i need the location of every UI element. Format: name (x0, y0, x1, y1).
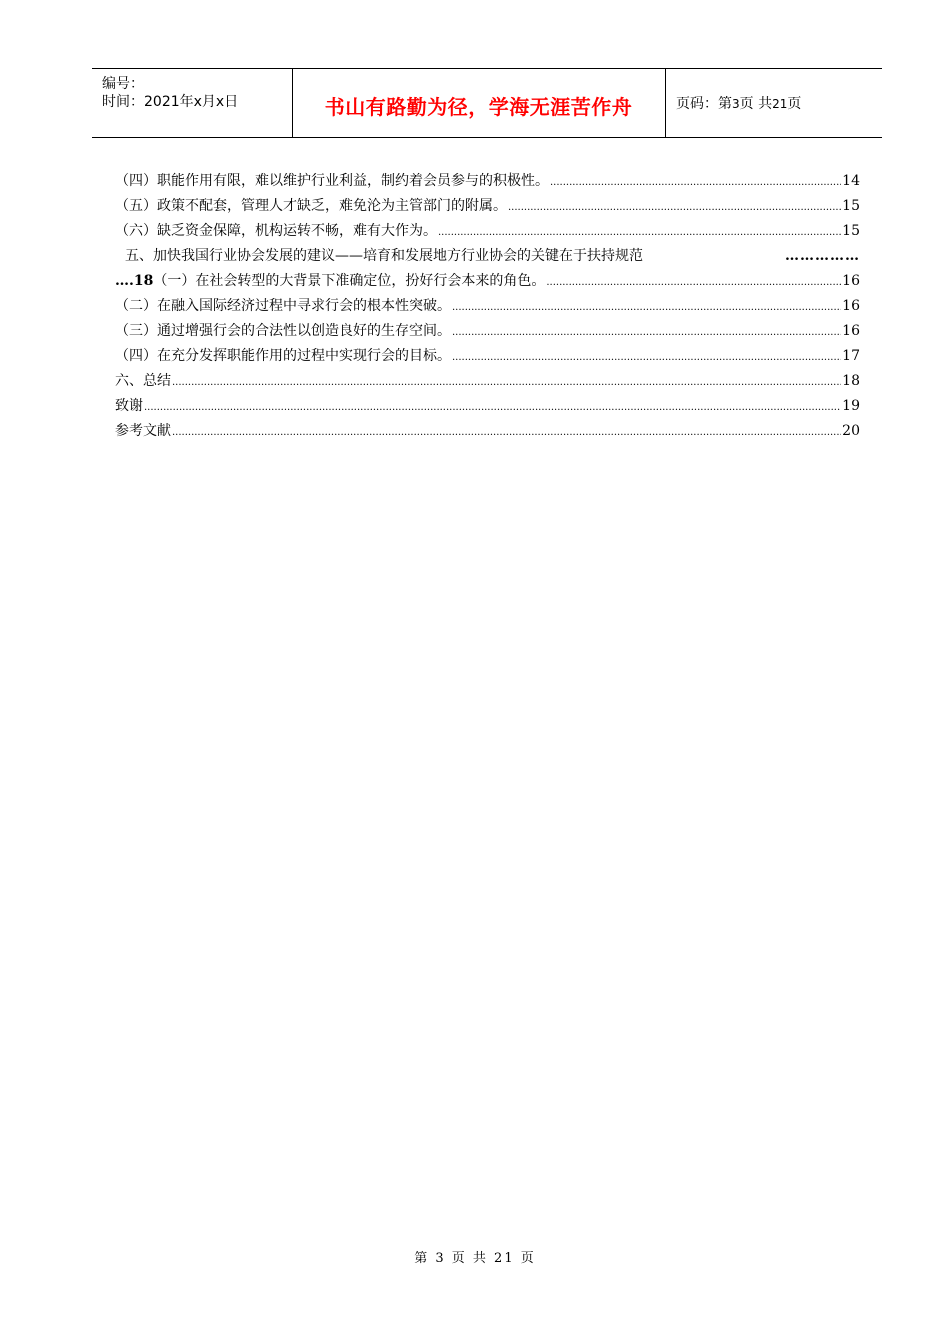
toc-entry[interactable] (115, 395, 860, 420)
toc-leader-dots (172, 422, 841, 444)
toc-entry-title: （五）政策不配套，管理人才缺乏，难免沦为主管部门的附属。 (115, 198, 507, 214)
toc-leader-dots (438, 222, 841, 244)
toc-entry-wrapped-line1[interactable] (115, 245, 860, 270)
toc-entry-title: （四）职能作用有限，难以维护行业利益，制约着会员参与的积极性。 (115, 173, 549, 189)
toc-leader-dots (172, 372, 841, 394)
toc-leader-dots (550, 172, 841, 194)
toc-entry[interactable] (115, 295, 860, 320)
toc-entry[interactable] (115, 345, 860, 370)
toc-entry[interactable] (115, 420, 860, 445)
toc-entry-title: 参考文献 (115, 423, 171, 439)
toc-entry-page: 20 (842, 423, 860, 439)
page-total: 21 (772, 97, 788, 111)
toc-leader-dots (452, 297, 841, 319)
toc-leader-dots: …………… (785, 248, 860, 264)
toc-entry-page: 15 (842, 223, 860, 239)
toc-entry-page: 17 (842, 348, 860, 364)
page-mid: 页 共 (739, 96, 773, 112)
header-page-indicator (676, 93, 801, 113)
toc-leader-dots (452, 347, 841, 369)
toc-entry[interactable] (115, 320, 860, 345)
time-label: 时间：2021年x月x日 (102, 94, 239, 110)
header-info-cell (92, 69, 293, 137)
toc-entry-title: （三）通过增强行会的合法性以创造良好的生存空间。 (115, 323, 451, 339)
header-motto-cell (292, 69, 666, 137)
toc-leader-dots (144, 397, 841, 419)
table-of-contents (115, 170, 860, 445)
toc-entry-page: 15 (842, 198, 860, 214)
toc-entry-wrapped-line2[interactable] (115, 270, 860, 295)
toc-entry-page: 14 (842, 173, 860, 189)
number-label: 编号： (102, 76, 144, 92)
toc-entry-title: 六、总结 (115, 373, 171, 389)
toc-entry-title: （二）在融入国际经济过程中寻求行会的根本性突破。 (115, 298, 451, 314)
motto: 书山有路勤为径，学海无涯苦作舟 (324, 95, 633, 119)
toc-entry[interactable] (115, 170, 860, 195)
toc-entry-page-inline: ….18 (115, 273, 154, 289)
page-footer: 第 3 页 共 21 页 (414, 1251, 536, 1266)
toc-entry-title: （六）缺乏资金保障，机构运转不畅，难有大作为。 (115, 223, 437, 239)
toc-entry-page: 18 (842, 373, 860, 389)
header-page-cell (666, 69, 882, 137)
toc-leader-dots (508, 197, 841, 219)
toc-entry[interactable] (115, 220, 860, 245)
toc-entry-page: 16 (842, 273, 860, 289)
toc-entry-title: （四）在充分发挥职能作用的过程中实现行会的目标。 (115, 348, 451, 364)
toc-entry-title: 五、加快我国行业协会发展的建议——培育和发展地方行业协会的关键在于扶持规范 (125, 248, 643, 264)
toc-entry-page: 16 (842, 323, 860, 339)
toc-entry-title: （一）在社会转型的大背景下准确定位，扮好行会本来的角色。 (153, 273, 546, 289)
toc-entry-page: 16 (842, 298, 860, 314)
page-suffix: 页 (787, 96, 802, 112)
toc-leader-dots (452, 322, 841, 344)
toc-entry[interactable] (115, 195, 860, 220)
page-current: 3 (732, 97, 740, 111)
toc-leader-dots (546, 272, 841, 294)
page-prefix: 页码：第 (676, 96, 732, 112)
toc-entry[interactable] (115, 370, 860, 395)
page-header (92, 68, 882, 138)
toc-entry-title: 致谢 (115, 398, 143, 414)
toc-entry-page: 19 (842, 398, 860, 414)
